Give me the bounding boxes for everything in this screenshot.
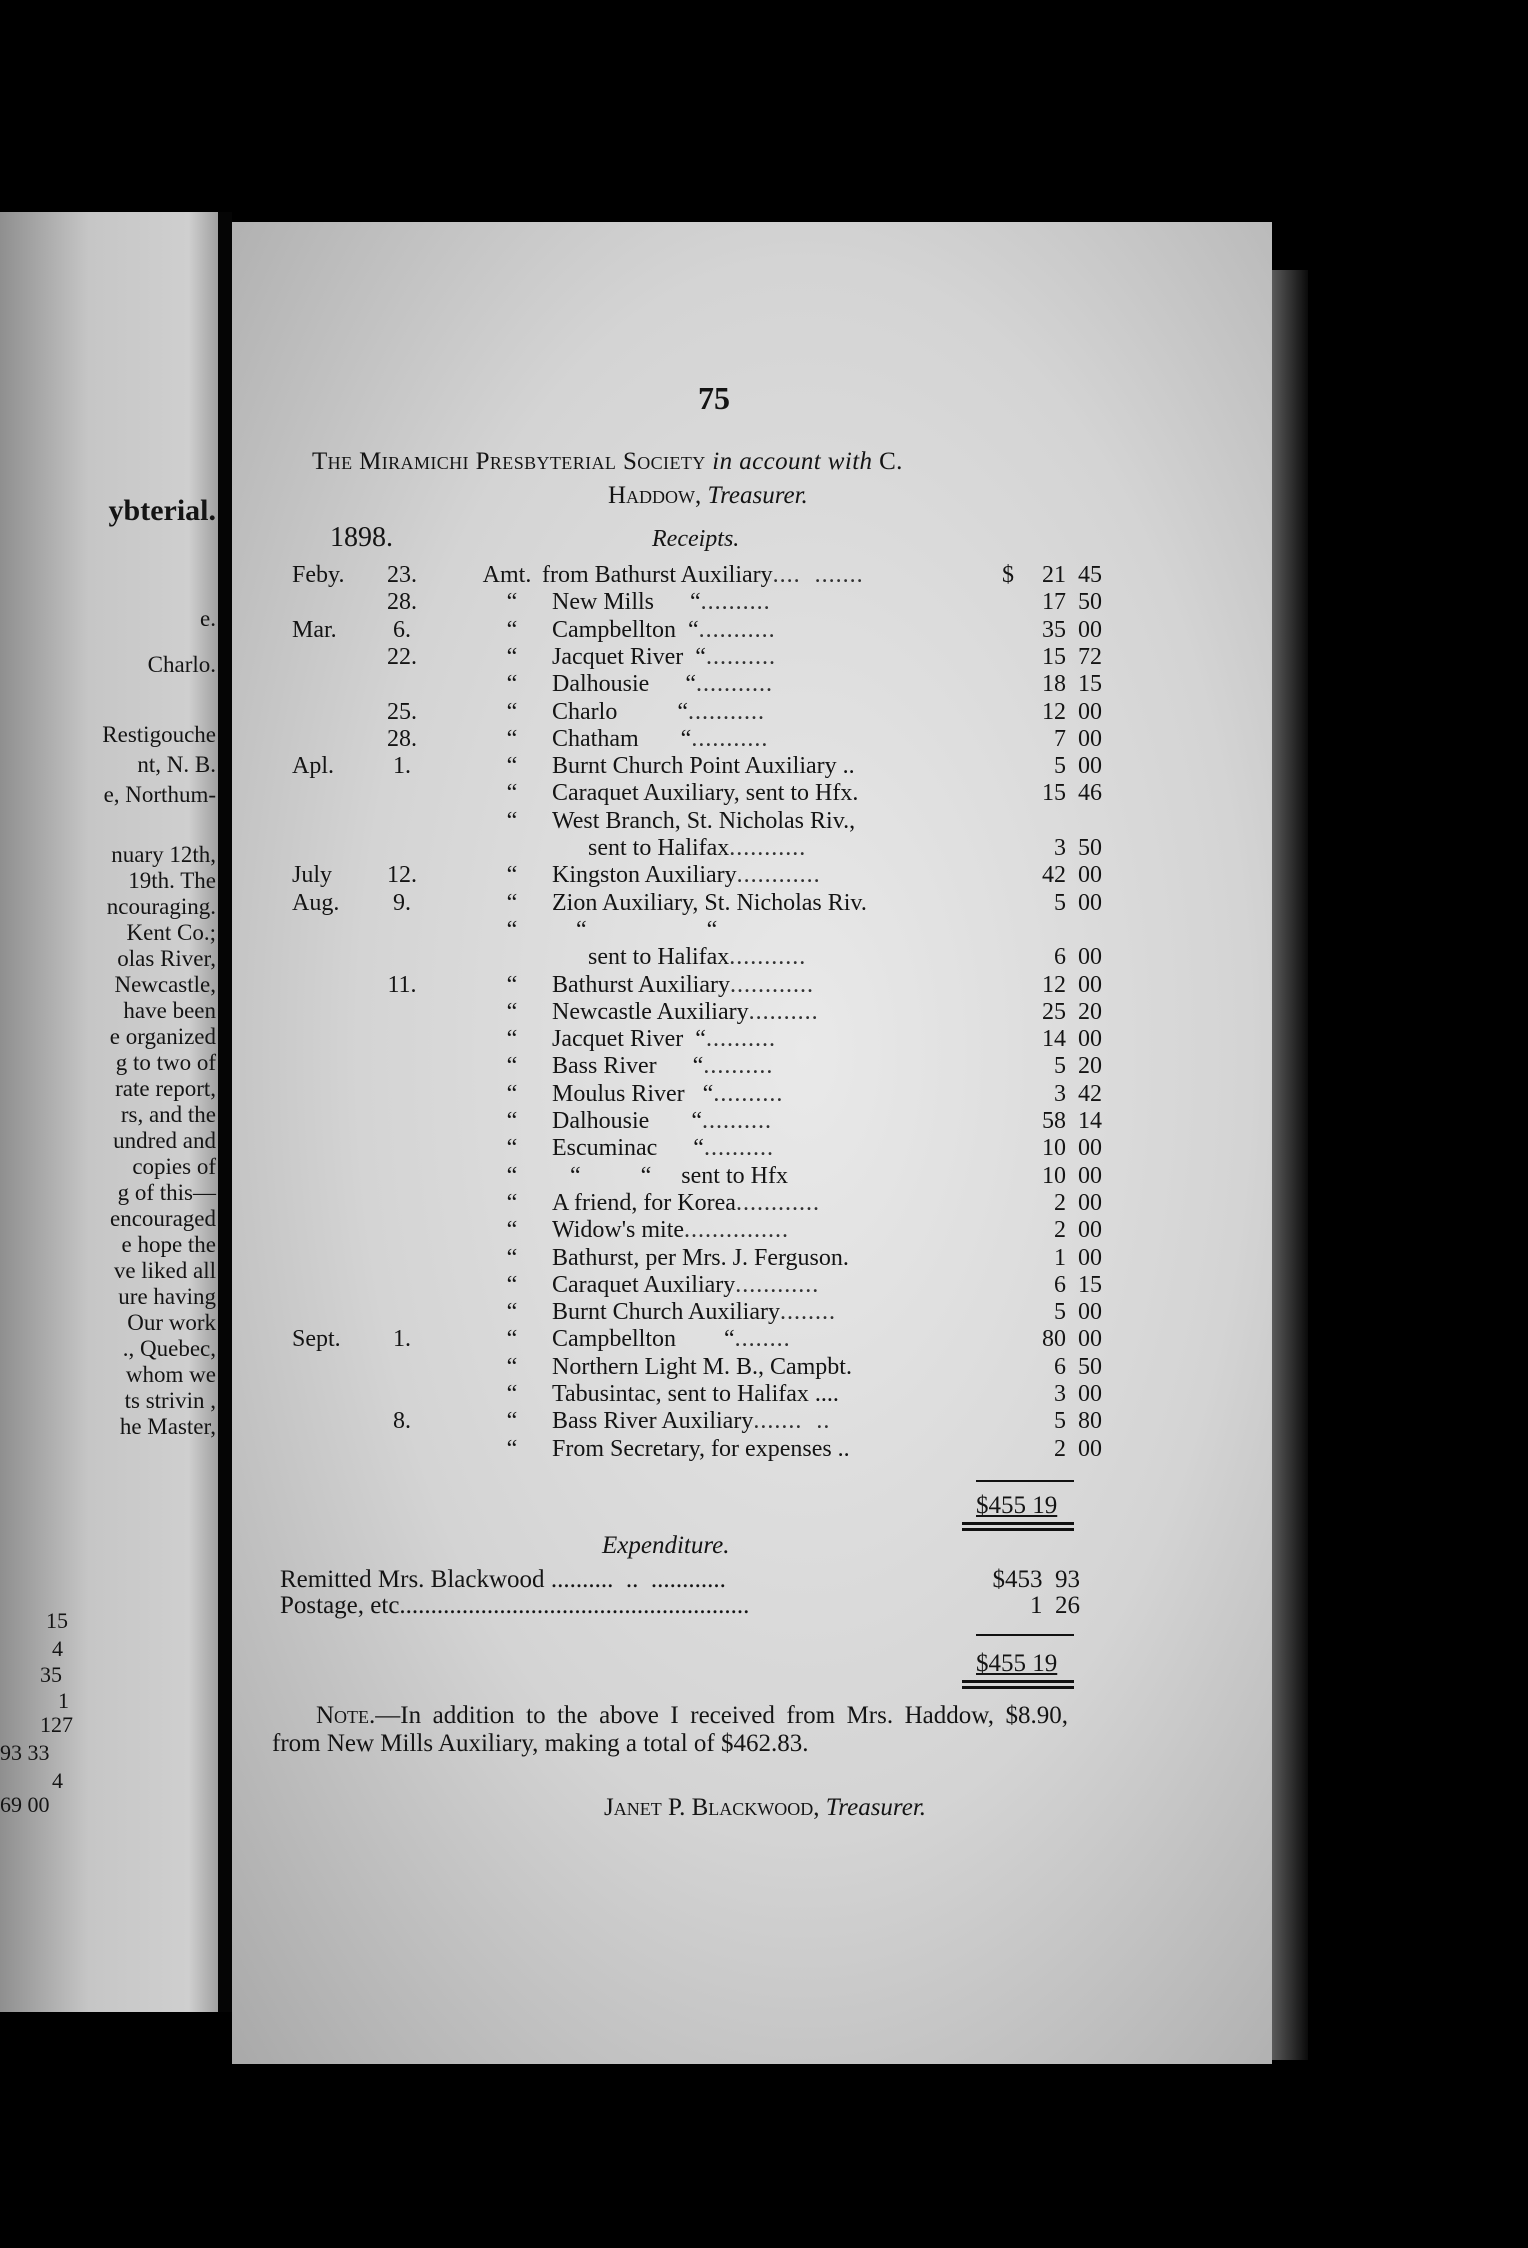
left-page-line: ., Quebec, xyxy=(122,1336,216,1361)
ditto-mark: “ xyxy=(506,890,518,916)
receipt-description-text: Jacquet River “ xyxy=(552,1026,706,1052)
left-page-line: rate report, xyxy=(115,1076,216,1101)
receipt-description xyxy=(552,1272,972,1298)
receipt-amount: 12 00 xyxy=(1042,972,1102,998)
receipt-row xyxy=(232,944,1132,970)
receipt-row xyxy=(232,835,1132,861)
receipt-description xyxy=(552,780,972,806)
left-page-line: Our work xyxy=(127,1310,216,1335)
left-page-line: e, Northum- xyxy=(103,782,216,807)
left-page-number: 127 xyxy=(40,1712,73,1737)
receipt-description-text: New Mills “ xyxy=(552,589,701,615)
ditto-mark: “ xyxy=(506,1272,518,1298)
receipt-amount: 80 00 xyxy=(1042,1326,1102,1352)
dot-leader: .......... .. ............ xyxy=(544,1566,726,1593)
dot-leader: .......... xyxy=(703,1053,774,1079)
dot-leader: .......... xyxy=(705,644,776,670)
left-page-line: ve liked all xyxy=(113,1258,216,1283)
receipt-day: 23. xyxy=(387,562,417,588)
dot-leader: ........... xyxy=(695,671,773,697)
receipt-description-text: Charlo “ xyxy=(552,699,688,725)
receipt-amount: 7 00 xyxy=(1054,726,1102,752)
dot-leader: .......... xyxy=(701,1108,772,1134)
receipt-description xyxy=(552,1026,972,1052)
ditto-mark: “ xyxy=(506,1190,518,1216)
expenditure-description: Postage, etc xyxy=(280,1592,400,1619)
note-paragraph xyxy=(272,1702,1068,1758)
left-page-number: 35 xyxy=(40,1662,62,1687)
receipt-description xyxy=(552,1053,972,1079)
dot-leader: ........... xyxy=(698,617,776,643)
receipt-description-text: from Bathurst Auxiliary xyxy=(542,562,773,588)
dot-leader: ............ xyxy=(735,1190,820,1216)
ditto-mark: “ xyxy=(506,1408,518,1434)
ditto-mark: “ xyxy=(506,644,518,670)
receipts-heading: Receipts. xyxy=(652,526,740,552)
receipt-row xyxy=(232,1053,1132,1079)
ditto-mark: “ xyxy=(506,972,518,998)
receipt-description xyxy=(552,890,972,916)
receipt-description-text: Bass River “ xyxy=(552,1053,704,1079)
receipt-day: 8. xyxy=(393,1408,411,1434)
receipt-day: 28. xyxy=(387,589,417,615)
receipt-row xyxy=(232,617,1132,643)
receipt-description xyxy=(552,644,972,670)
ditto-mark: “ xyxy=(506,1326,518,1352)
dot-leader: .......... xyxy=(700,589,771,615)
receipt-month: Aug. xyxy=(292,890,340,916)
account-title xyxy=(312,448,903,476)
receipt-row xyxy=(232,972,1132,998)
receipt-description xyxy=(552,808,972,834)
left-page-line: e. xyxy=(200,606,216,631)
exp-double-rule-2 xyxy=(962,1686,1074,1689)
book-gutter xyxy=(218,212,232,2012)
receipt-description-text: Bathurst, per Mrs. J. Ferguson. xyxy=(552,1245,849,1271)
ditto-mark: “ xyxy=(506,671,518,697)
receipt-description-text: Dalhousie “ xyxy=(552,671,696,697)
receipt-description xyxy=(552,1245,972,1271)
dot-leader: .......... xyxy=(748,999,819,1025)
receipt-description xyxy=(552,617,972,643)
receipt-day: 9. xyxy=(393,890,411,916)
receipt-day: 22. xyxy=(387,644,417,670)
receipt-description-text: Kingston Auxiliary xyxy=(552,862,737,888)
note-text: —In addition to the above I received from Mrs. Haddow, $8.90, from New Mills Auxiliary, making a total of $462.83. xyxy=(272,1702,1068,1757)
dot-leader: ........ xyxy=(734,1326,791,1352)
ditto-mark: “ xyxy=(506,1163,518,1189)
receipt-amount: 10 00 xyxy=(1042,1135,1102,1161)
receipt-amount: 35 00 xyxy=(1042,617,1102,643)
left-page-line: g to two of xyxy=(115,1050,216,1075)
receipt-row xyxy=(232,1163,1132,1189)
expenditure-total: $455 19 xyxy=(976,1650,1058,1677)
receipt-description-text: West Branch, St. Nicholas Riv., xyxy=(552,808,856,834)
receipt-description xyxy=(542,562,962,588)
receipt-description-text: Moulus River “ xyxy=(552,1081,714,1107)
receipt-row xyxy=(232,1354,1132,1380)
receipt-description xyxy=(552,1408,972,1434)
receipt-row xyxy=(232,1381,1132,1407)
receipt-description-text: Campbellton “ xyxy=(552,1326,735,1352)
receipt-day: 1. xyxy=(393,1326,411,1352)
receipt-row xyxy=(232,862,1132,888)
receipt-description-text: Chatham “ xyxy=(552,726,692,752)
dot-leader: ........................................................ xyxy=(399,1592,750,1619)
left-page-line: rs, and the xyxy=(120,1102,216,1127)
receipt-description-text: Bass River Auxiliary xyxy=(552,1408,754,1434)
receipt-row xyxy=(232,671,1132,697)
receipt-row xyxy=(232,1272,1132,1298)
signature xyxy=(604,1794,926,1822)
receipt-row xyxy=(232,780,1132,806)
receipt-amount: 25 20 xyxy=(1042,999,1102,1025)
signature-name: Janet P. Blackwood, xyxy=(604,1794,820,1821)
receipt-amount: 1 00 xyxy=(1054,1245,1102,1271)
receipt-day: 12. xyxy=(387,862,417,888)
receipt-amount: 3 50 xyxy=(1054,835,1102,861)
ditto-mark: “ xyxy=(506,1026,518,1052)
receipt-description-text: From Secretary, for expenses .. xyxy=(552,1436,850,1462)
receipt-description xyxy=(552,1381,972,1407)
left-page-heading: ybterial. xyxy=(108,494,216,527)
ditto-mark: “ xyxy=(506,1354,518,1380)
receipt-row xyxy=(232,1190,1132,1216)
receipt-day: 11. xyxy=(387,972,417,998)
ditto-mark: “ xyxy=(506,999,518,1025)
receipt-description xyxy=(552,1108,972,1134)
ditto-mark: “ xyxy=(506,1381,518,1407)
expenditure-amount: 1 26 xyxy=(1030,1592,1080,1619)
dollar-sign: $ xyxy=(1002,562,1014,588)
receipt-description-text: Zion Auxiliary, St. Nicholas Riv. xyxy=(552,890,867,916)
subtotal-rule xyxy=(976,1480,1074,1482)
receipt-amount: 6 50 xyxy=(1054,1354,1102,1380)
left-page-number: 4 xyxy=(52,1636,63,1661)
receipt-row xyxy=(232,753,1132,779)
right-page xyxy=(232,222,1272,2064)
dot-leader: ............ xyxy=(735,1272,820,1298)
left-page-number: 15 xyxy=(46,1608,68,1633)
note-label: Note. xyxy=(316,1702,376,1729)
receipt-description xyxy=(552,753,972,779)
in-account-with: in account with xyxy=(712,448,873,475)
receipt-amount: 2 00 xyxy=(1054,1217,1102,1243)
receipt-month: Mar. xyxy=(292,617,337,643)
receipt-amount: 14 00 xyxy=(1042,1026,1102,1052)
receipt-description-text: Dalhousie “ xyxy=(552,1108,702,1134)
treasurer-initial: C. xyxy=(879,448,903,475)
receipt-description-text: Widow's mite xyxy=(552,1217,685,1243)
receipt-amount: 5 00 xyxy=(1054,1299,1102,1325)
receipt-description-text: Burnt Church Auxiliary xyxy=(552,1299,780,1325)
ditto-mark: “ xyxy=(506,1108,518,1134)
receipt-description xyxy=(552,1436,972,1462)
ditto-mark: “ xyxy=(506,862,518,888)
left-page-line: g of this— xyxy=(117,1180,216,1205)
account-title-line2 xyxy=(608,482,808,510)
signature-role: Treasurer. xyxy=(825,1794,927,1821)
receipt-description xyxy=(552,1163,972,1189)
expenditure-rule xyxy=(976,1634,1074,1636)
receipt-row xyxy=(232,589,1132,615)
left-page-line: 19th. The xyxy=(128,868,216,893)
receipt-amount: 6 15 xyxy=(1054,1272,1102,1298)
left-page-line: encouraged xyxy=(110,1206,216,1231)
receipt-description-text: Tabusintac, sent to Halifax .... xyxy=(552,1381,839,1407)
left-page-line: ts strivin , xyxy=(124,1388,216,1413)
left-page-line: have been xyxy=(123,998,216,1023)
receipt-description xyxy=(552,1299,972,1325)
receipt-month: Feby. xyxy=(292,562,345,588)
receipt-amount: 58 14 xyxy=(1042,1108,1102,1134)
left-page-line: undred and xyxy=(113,1128,216,1153)
left-page-number: 69 00 xyxy=(0,1792,50,1817)
dot-leader: .......... xyxy=(703,1135,774,1161)
dot-leader: ........... xyxy=(729,944,807,970)
left-page-line: ncouraging. xyxy=(106,894,216,919)
receipt-month: July xyxy=(292,862,333,888)
receipt-amount: 5 00 xyxy=(1054,753,1102,779)
receipt-description-text: Northern Light M. B., Campbt. xyxy=(552,1354,852,1380)
receipt-description xyxy=(552,589,972,615)
receipt-amount: 2 00 xyxy=(1054,1436,1102,1462)
dot-leader: ........ xyxy=(779,1299,836,1325)
receipt-description xyxy=(552,1354,972,1380)
receipt-description xyxy=(552,1135,972,1161)
left-page-line: nuary 12th, xyxy=(111,842,216,867)
ditto-mark: “ xyxy=(506,753,518,779)
receipt-description-text: sent to Halifax xyxy=(552,944,730,970)
expenditure-description: Remitted Mrs. Blackwood xyxy=(280,1566,545,1593)
left-page-line: Kent Co.; xyxy=(126,920,216,945)
society-name: The Miramichi Presbyterial Society xyxy=(312,448,706,475)
receipt-description-text: Burnt Church Point Auxiliary .. xyxy=(552,753,855,779)
receipt-description xyxy=(552,1081,972,1107)
receipt-description xyxy=(552,835,972,861)
receipt-amount: 42 00 xyxy=(1042,862,1102,888)
dot-leader: .......... xyxy=(705,1026,776,1052)
receipt-amount: 10 00 xyxy=(1042,1163,1102,1189)
expenditure-heading: Expenditure. xyxy=(602,1532,730,1559)
receipt-description xyxy=(552,972,972,998)
left-page-number: 1 xyxy=(58,1688,69,1713)
receipt-description xyxy=(552,1190,972,1216)
receipt-amount: 2 00 xyxy=(1054,1190,1102,1216)
left-page-line: nt, N. B. xyxy=(137,752,216,777)
receipt-row xyxy=(232,1436,1132,1462)
receipt-description xyxy=(552,999,972,1025)
receipt-description-text: Caraquet Auxiliary xyxy=(552,1272,736,1298)
left-page-line: e hope the xyxy=(121,1232,216,1257)
left-page xyxy=(0,212,222,2012)
ditto-mark: “ xyxy=(506,1135,518,1161)
ditto-mark: “ xyxy=(506,1053,518,1079)
receipt-amount: 21 45 xyxy=(1042,562,1102,588)
receipt-day: 28. xyxy=(387,726,417,752)
year: 1898. xyxy=(330,522,393,553)
total-double-rule-2 xyxy=(962,1528,1074,1531)
page-edge xyxy=(1272,270,1308,2060)
receipt-row xyxy=(232,1245,1132,1271)
dot-leader: ............ xyxy=(729,972,814,998)
ditto-mark: “ xyxy=(506,1081,518,1107)
receipt-description-text: “ “ xyxy=(552,917,718,943)
left-page-line: Charlo. xyxy=(147,652,216,677)
ditto-mark: “ xyxy=(506,917,518,943)
receipt-row xyxy=(232,644,1132,670)
ditto-mark: “ xyxy=(506,1217,518,1243)
left-page-line: Restigouche xyxy=(102,722,216,747)
dot-leader: ............ xyxy=(736,862,821,888)
left-page-number: 4 xyxy=(52,1768,63,1793)
receipt-day: 1. xyxy=(393,753,411,779)
receipt-description xyxy=(552,1326,972,1352)
receipt-description-text: Jacquet River “ xyxy=(552,644,706,670)
receipt-row xyxy=(232,562,1132,588)
receipt-row xyxy=(232,699,1132,725)
left-page-line: e organized xyxy=(109,1024,216,1049)
receipt-row xyxy=(232,1299,1132,1325)
receipt-row xyxy=(232,1081,1132,1107)
receipt-row xyxy=(232,1135,1132,1161)
receipt-row xyxy=(232,1026,1132,1052)
ditto-mark: “ xyxy=(506,1436,518,1462)
treasurer-role: Treasurer. xyxy=(707,482,808,509)
receipt-description-text: Newcastle Auxiliary xyxy=(552,999,749,1025)
dot-leader: ........... xyxy=(729,835,807,861)
receipt-month: Sept. xyxy=(292,1326,341,1352)
ditto-mark: “ xyxy=(506,1299,518,1325)
receipt-description-text: Caraquet Auxiliary, sent to Hfx. xyxy=(552,780,859,806)
receipt-description xyxy=(552,862,972,888)
receipt-amt-label: Amt. xyxy=(482,562,532,588)
receipt-row xyxy=(232,808,1132,834)
receipt-amount: 5 20 xyxy=(1054,1053,1102,1079)
receipt-amount: 17 50 xyxy=(1042,589,1102,615)
dot-leader: ....... .. xyxy=(753,1408,831,1434)
receipt-description xyxy=(552,1217,972,1243)
treasurer-name: Haddow, xyxy=(608,482,702,509)
left-page-number: 93 33 xyxy=(0,1740,50,1765)
receipt-day: 25. xyxy=(387,699,417,725)
receipt-amount: 12 00 xyxy=(1042,699,1102,725)
receipt-row xyxy=(232,1408,1132,1434)
receipt-description xyxy=(552,726,972,752)
ditto-mark: “ xyxy=(506,699,518,725)
receipt-day: 6. xyxy=(393,617,411,643)
receipt-description-text: A friend, for Korea xyxy=(552,1190,736,1216)
dot-leader: .......... xyxy=(713,1081,784,1107)
left-page-line: he Master, xyxy=(119,1414,216,1439)
receipt-description-text: Bathurst Auxiliary xyxy=(552,972,730,998)
receipt-amount: 18 15 xyxy=(1042,671,1102,697)
receipt-description-text: Escuminac “ xyxy=(552,1135,704,1161)
receipt-amount: 5 80 xyxy=(1054,1408,1102,1434)
receipt-row xyxy=(232,917,1132,943)
receipt-description xyxy=(552,699,972,725)
left-page-line: copies of xyxy=(132,1154,216,1179)
dot-leader: ........... xyxy=(691,726,769,752)
receipt-description-text: sent to Halifax xyxy=(552,835,730,861)
left-page-line: ure having xyxy=(118,1284,216,1309)
receipt-description xyxy=(552,671,972,697)
receipts-total: $455 19 xyxy=(976,1492,1058,1519)
receipt-row xyxy=(232,1108,1132,1134)
receipt-amount: 3 42 xyxy=(1054,1081,1102,1107)
expenditure-row xyxy=(280,1566,1080,1594)
receipt-row xyxy=(232,890,1132,916)
left-page-line: Newcastle, xyxy=(114,972,216,997)
receipt-month: Apl. xyxy=(292,753,334,779)
receipt-amount: 6 00 xyxy=(1054,944,1102,970)
receipt-amount: 3 00 xyxy=(1054,1381,1102,1407)
dot-leader: ........... xyxy=(687,699,765,725)
ditto-mark: “ xyxy=(506,808,518,834)
receipt-amount: 15 72 xyxy=(1042,644,1102,670)
receipt-amount: 15 46 xyxy=(1042,780,1102,806)
expenditure-amount: $453 93 xyxy=(992,1566,1080,1593)
receipt-description xyxy=(552,944,972,970)
total-double-rule xyxy=(962,1522,1074,1525)
left-page-line: olas River, xyxy=(117,946,216,971)
receipt-description-text: Campbellton “ xyxy=(552,617,699,643)
ditto-mark: “ xyxy=(506,726,518,752)
dot-leader: .... ....... xyxy=(772,562,864,588)
receipt-description xyxy=(552,917,972,943)
receipt-row xyxy=(232,1326,1132,1352)
receipt-row xyxy=(232,999,1132,1025)
exp-double-rule xyxy=(962,1680,1074,1683)
receipt-row xyxy=(232,1217,1132,1243)
expenditure-row xyxy=(280,1592,1080,1620)
receipt-row xyxy=(232,726,1132,752)
ditto-mark: “ xyxy=(506,589,518,615)
left-page-line: whom we xyxy=(125,1362,216,1387)
receipt-description-text: “ “ sent to Hfx xyxy=(552,1163,788,1189)
dot-leader: ............... xyxy=(684,1217,790,1243)
ditto-mark: “ xyxy=(506,1245,518,1271)
page-number: 75 xyxy=(698,380,730,416)
ditto-mark: “ xyxy=(506,780,518,806)
ditto-mark: “ xyxy=(506,617,518,643)
receipt-amount: 5 00 xyxy=(1054,890,1102,916)
